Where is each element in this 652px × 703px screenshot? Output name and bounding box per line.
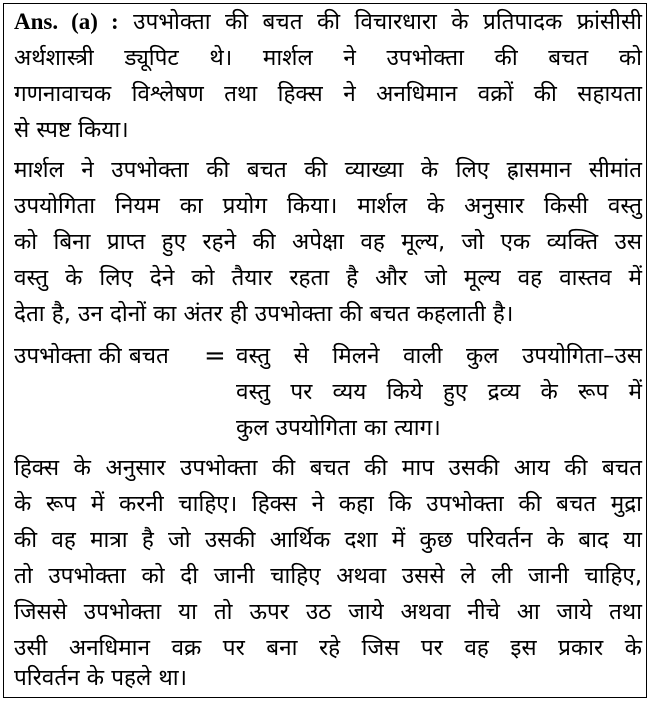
paragraph-3-line-4: तो उपभोक्ता को दी जानी चाहिए अथवा उससे ले ली जानी चाहिए, bbox=[14, 563, 642, 589]
formula-equals-sign: = bbox=[204, 341, 226, 371]
paragraph-2-line-1: मार्शल ने उपभोक्ता की बचत की व्याख्या के लिए ह्रासमान सीमांत bbox=[14, 157, 642, 183]
paragraph-1-line-1-text: उपभोक्ता की बचत की विचारधारा के प्रतिपादक फ्रांसीसी bbox=[133, 9, 642, 35]
formula-lhs: उपभोक्ता की बचत bbox=[14, 343, 169, 369]
paragraph-1-line-2: अर्थशास्त्री ड्यूपिट थे। मार्शल ने उपभोक्ता की बचत को bbox=[14, 45, 642, 71]
paragraph-2-line-5: देता है, उन दोनों का अंतर ही उपभोक्ता की बचत कहलाती है। bbox=[14, 301, 514, 327]
answer-label: Ans. (a) : bbox=[14, 9, 119, 34]
paragraph-1-line-4: से स्पष्ट किया। bbox=[14, 117, 129, 143]
paragraph-3-line-7: परिवर्तन के पहले था। bbox=[14, 665, 188, 691]
paragraph-1-line-3: गणनावाचक विश्लेषण तथा हिक्स ने अनधिमान वक्रों की सहायता bbox=[14, 81, 642, 107]
paragraph-2-line-4: वस्तु के लिए देने को तैयार रहता है और जो मूल्य वह वास्तव में bbox=[14, 265, 642, 291]
paragraph-3-line-3: की वह मात्रा है जो उसकी आर्थिक दशा में कुछ परिवर्तन के बाद या bbox=[14, 527, 642, 553]
formula-rhs-line-2: वस्तु पर व्यय किये हुए द्रव्य के रूप में bbox=[236, 379, 642, 405]
paragraph-3-line-6: उसी अनधिमान वक्र पर बना रहे जिस पर वह इस प्रकार के bbox=[14, 635, 642, 661]
answer-box bbox=[3, 3, 647, 698]
formula-rhs-line-1: वस्तु से मिलने वाली कुल उपयोगिता–उस bbox=[236, 343, 642, 369]
paragraph-3-line-5: जिससे उपभोक्ता या तो ऊपर उठ जाये अथवा नीचे आ जाये तथा bbox=[14, 599, 642, 625]
paragraph-3-line-2: के रूप में करनी चाहिए। हिक्स ने कहा कि उपभोक्ता की बचत मुद्रा bbox=[14, 491, 642, 517]
paragraph-1-line-1 bbox=[14, 4, 642, 40]
paragraph-2-line-2: उपयोगिता नियम का प्रयोग किया। मार्शल के अनुसार किसी वस्तु bbox=[14, 193, 642, 219]
formula-rhs-line-3: कुल उपयोगिता का त्याग। bbox=[236, 415, 441, 441]
paragraph-2-line-3: को बिना प्राप्त हुए रहने की अपेक्षा वह मूल्य, जो एक व्यक्ति उस bbox=[14, 229, 642, 255]
paragraph-3-line-1: हिक्स के अनुसार उपभोक्ता की बचत की माप उसकी आय की बचत bbox=[14, 455, 642, 481]
